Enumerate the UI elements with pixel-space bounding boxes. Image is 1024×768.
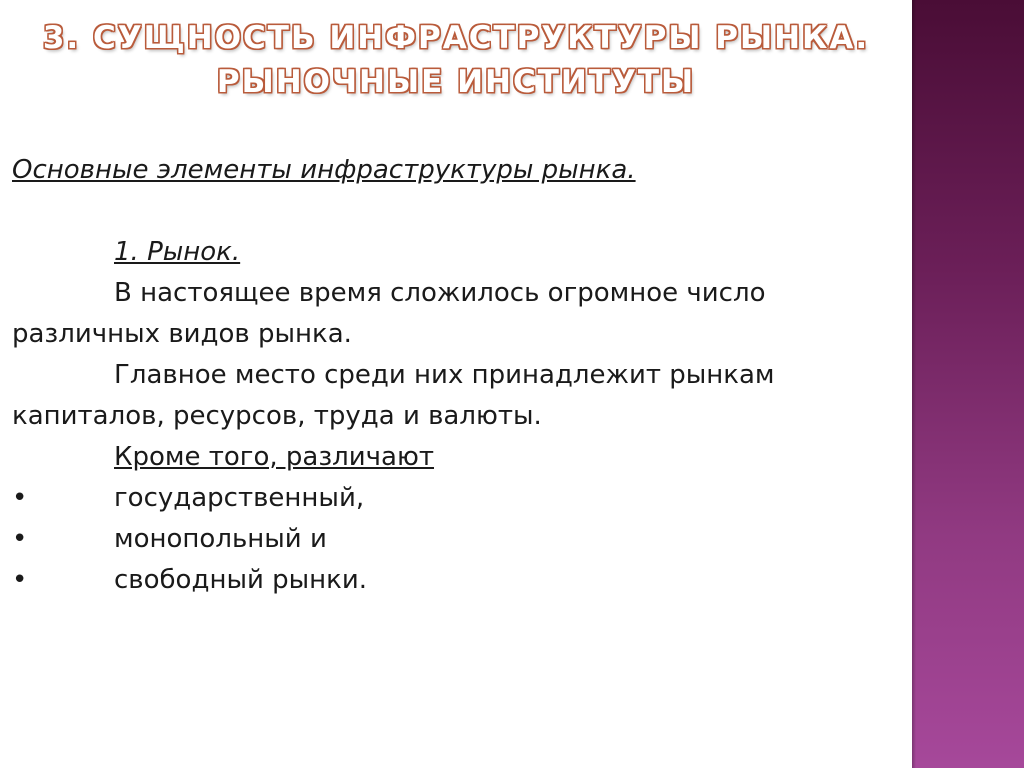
- decorative-side-band: [912, 0, 1024, 768]
- slide-title: [0, 16, 912, 104]
- slide-body: [12, 150, 892, 601]
- list-item-text: свободный рынки.: [114, 565, 368, 595]
- bullet-icon: •: [12, 524, 28, 554]
- slide-title-line-1: 3. СУЩНОСТЬ ИНФРАСТРУКТУРЫ РЫНКА.: [42, 20, 870, 56]
- paragraph-2: Главное место среди них принадлежит рынкам капиталов, ресурсов, труда и валюты.: [12, 360, 775, 431]
- subsection-title: 1. Рынок.: [114, 237, 241, 267]
- list-item: [12, 519, 892, 560]
- section-heading: Основные элементы инфраструктуры рынка.: [12, 155, 636, 185]
- list-item-text: государственный,: [114, 483, 365, 513]
- list-intro-text: Кроме того, различают: [114, 442, 434, 472]
- slide-title-line-2: РЫНОЧНЫЕ ИНСТИТУТЫ: [216, 64, 696, 100]
- bullet-icon: •: [12, 483, 28, 513]
- list-intro: [12, 437, 892, 478]
- list-item: [12, 560, 892, 601]
- bullet-icon: •: [12, 565, 28, 595]
- paragraph-1: В настоящее время сложилось огромное число различных видов рынка.: [12, 278, 766, 349]
- list-item-text: монопольный и: [114, 524, 327, 554]
- list-item: [12, 478, 892, 519]
